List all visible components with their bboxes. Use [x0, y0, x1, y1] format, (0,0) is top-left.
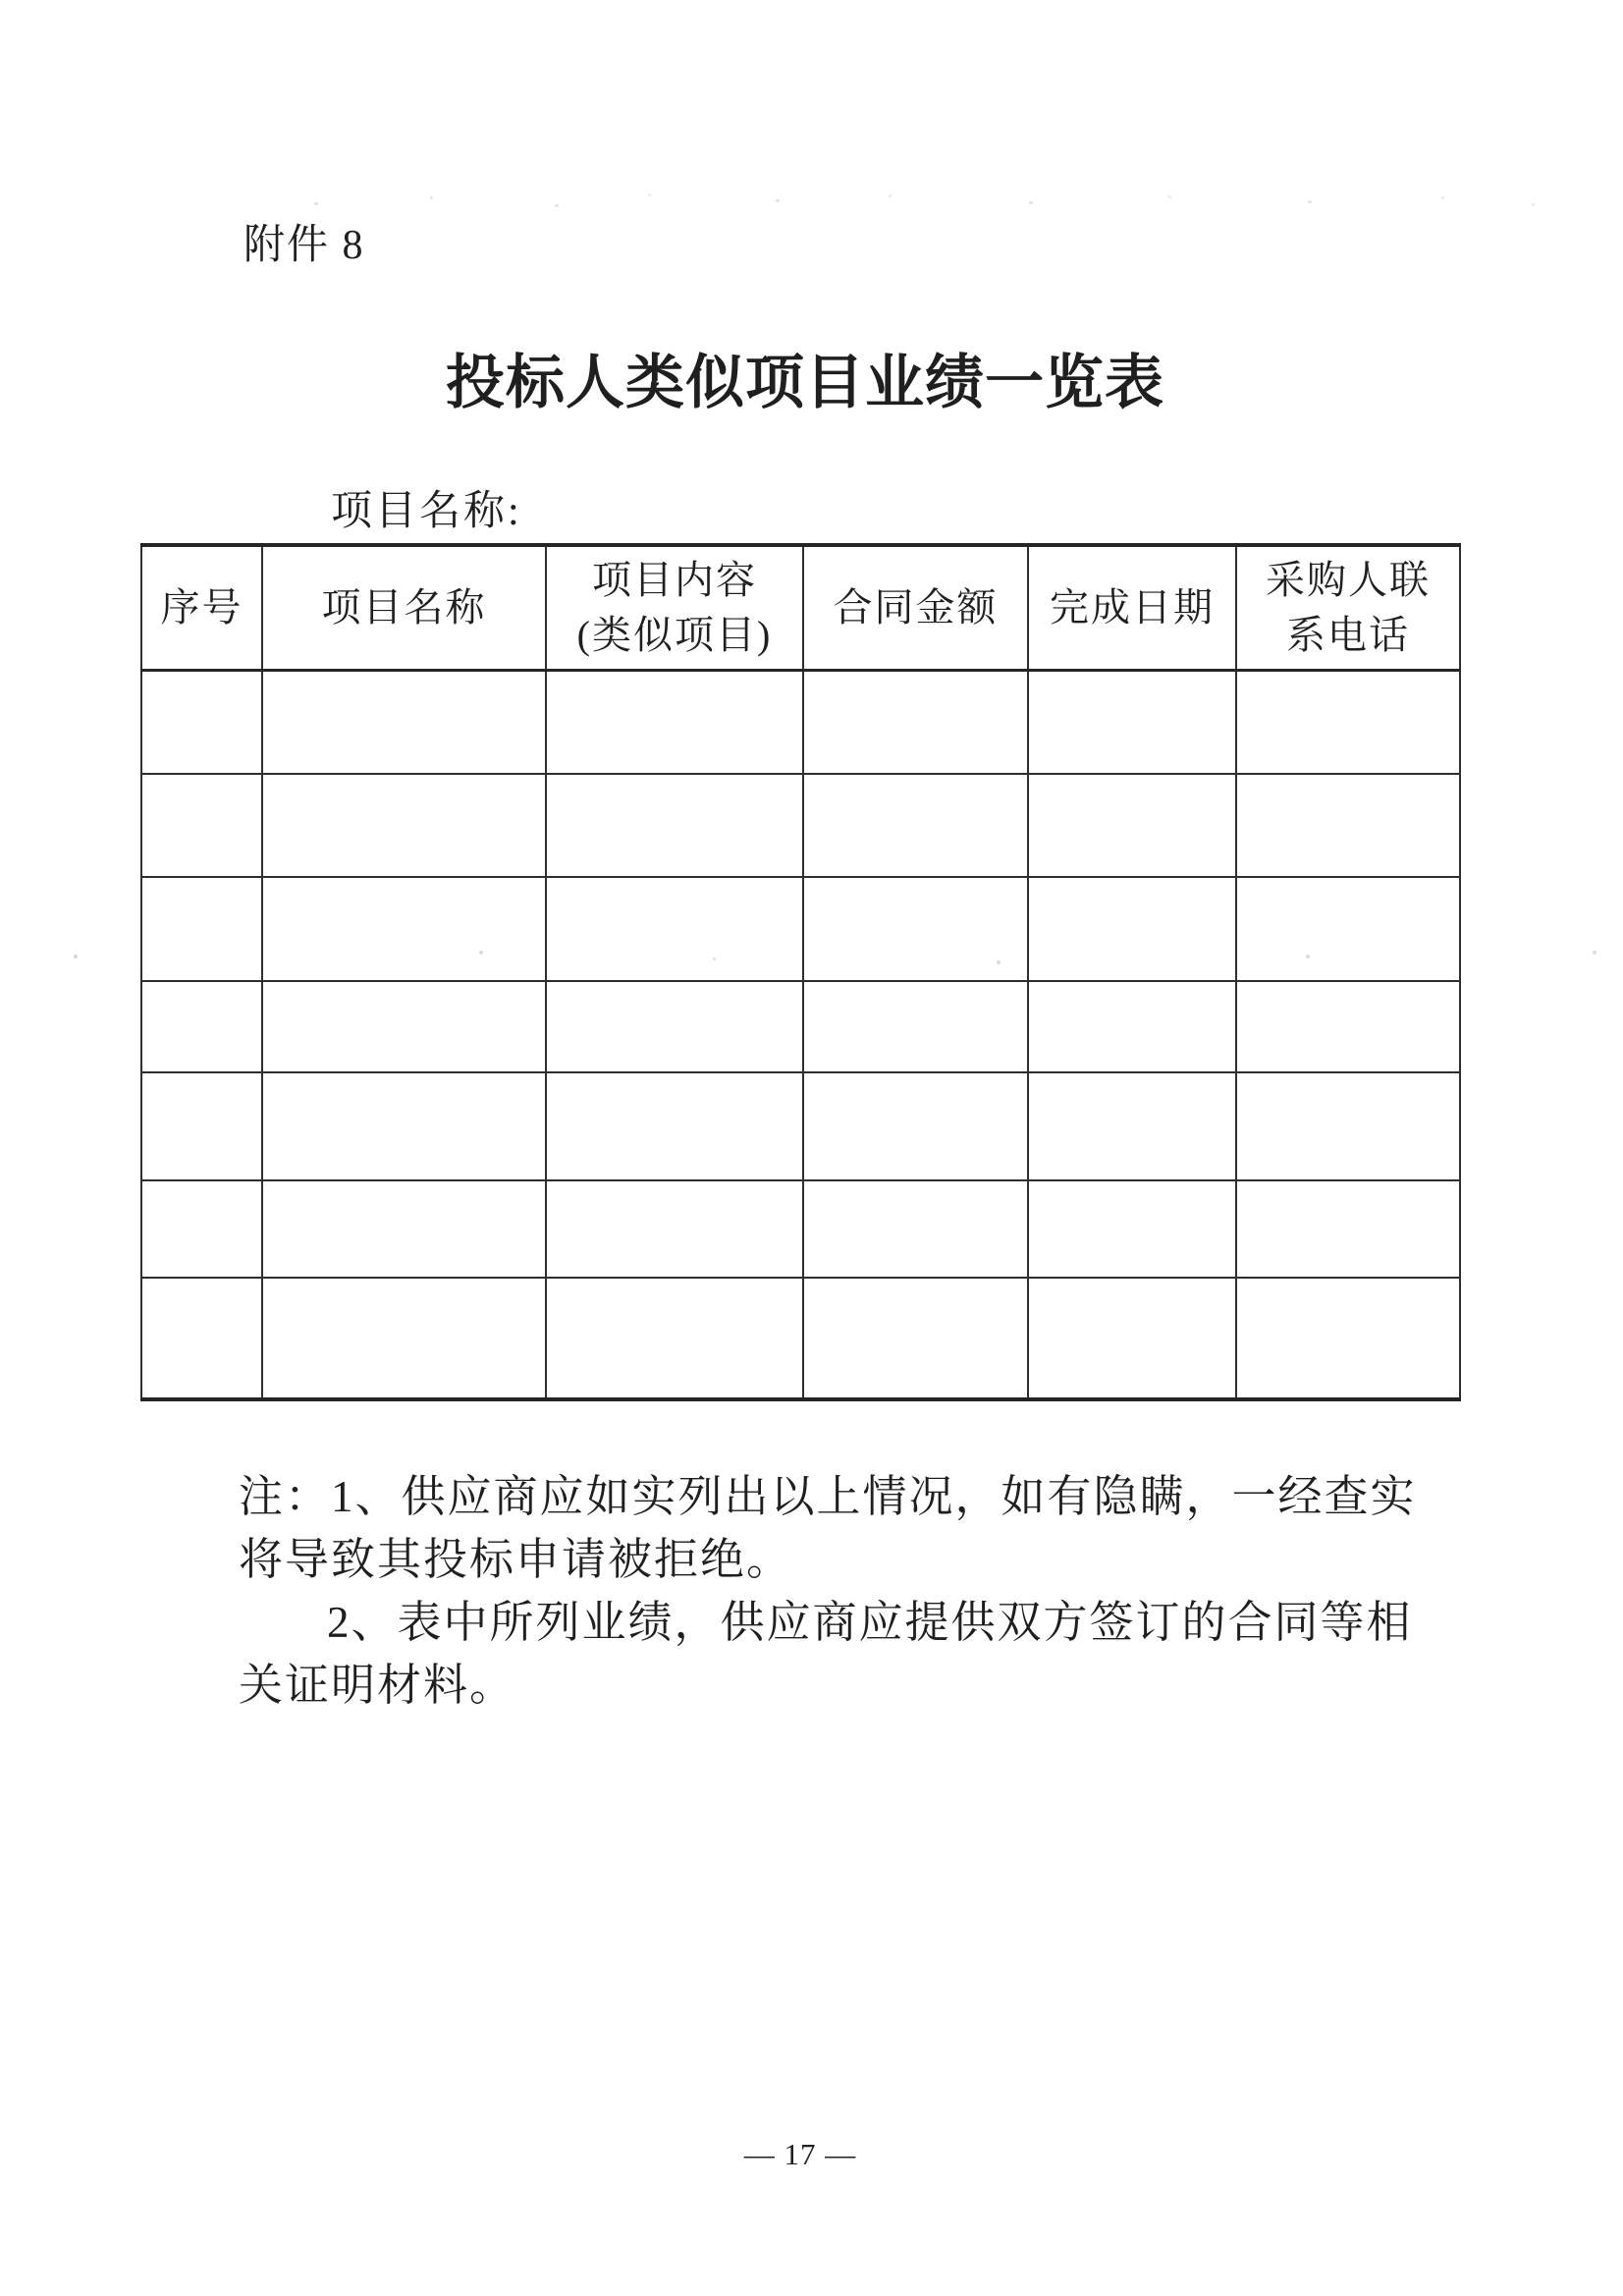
table-cell — [803, 877, 1028, 981]
table-row — [141, 1278, 1460, 1399]
page-title: 投标人类似项目业绩一览表 — [446, 351, 1164, 415]
table-cell — [803, 1180, 1028, 1278]
scan-speckle — [555, 204, 559, 207]
scan-speckle — [1593, 951, 1596, 955]
header-label: 采购人联 — [1266, 557, 1431, 602]
table-cell — [803, 981, 1028, 1072]
table-cell — [1028, 774, 1236, 877]
attachment-label: 附件 8 — [243, 223, 365, 268]
scan-speckle — [1441, 196, 1444, 199]
scan-speckle — [1168, 195, 1171, 198]
header-cell-purchaser-phone — [1236, 545, 1460, 670]
header-label: 项目内容 — [592, 557, 757, 602]
table-cell — [141, 1278, 262, 1399]
table-cell — [1236, 1278, 1460, 1399]
scan-speckle — [776, 199, 780, 202]
scan-speckle — [314, 202, 318, 205]
note-line-3: 2、表中所列业绩，供应商应提供双方签订的合同等相 — [327, 1598, 1413, 1647]
table-cell — [803, 774, 1028, 877]
table-cell — [546, 670, 803, 774]
table-cell — [546, 981, 803, 1072]
table-cell — [262, 1072, 546, 1180]
table-cell — [1236, 774, 1460, 877]
table-cell — [141, 877, 262, 981]
table-cell — [803, 670, 1028, 774]
table-cell — [1028, 1072, 1236, 1180]
table-row — [141, 670, 1460, 774]
table-cell — [262, 981, 546, 1072]
scan-speckle — [1308, 200, 1312, 203]
note-line-1: 注：1、供应商应如实列出以上情况，如有隐瞒，一经查实 — [239, 1472, 1417, 1521]
table-row — [141, 981, 1460, 1072]
header-label: (类似项目) — [576, 612, 773, 657]
table-cell — [262, 1180, 546, 1278]
table-body — [141, 670, 1460, 1399]
performance-table — [140, 543, 1461, 1401]
header-label: 项目名称 — [321, 584, 487, 629]
header-cell-contract-amount — [803, 545, 1028, 670]
table-cell — [141, 670, 262, 774]
header-label: 合同金额 — [833, 584, 999, 629]
table-cell — [546, 1072, 803, 1180]
table-cell — [141, 1072, 262, 1180]
notes — [239, 1465, 1446, 1717]
scan-speckle — [648, 193, 651, 196]
table-cell — [262, 877, 546, 981]
table-cell — [1236, 981, 1460, 1072]
header-cell-serial-number — [141, 545, 262, 670]
table-cell — [1236, 670, 1460, 774]
table-cell — [262, 1278, 546, 1399]
table-cell — [1028, 1278, 1236, 1399]
header-cell-completion-date — [1028, 545, 1236, 670]
table-cell — [1028, 670, 1236, 774]
table-cell — [1028, 981, 1236, 1072]
table-cell — [1236, 1072, 1460, 1180]
scan-speckle — [430, 196, 433, 199]
scan-speckle — [1532, 203, 1535, 206]
header-label: 序号 — [160, 584, 243, 629]
table-cell — [141, 1180, 262, 1278]
table-cell — [803, 1278, 1028, 1399]
table-cell — [803, 1072, 1028, 1180]
table-cell — [1028, 877, 1236, 981]
scan-speckle — [74, 955, 78, 958]
table-cell — [262, 774, 546, 877]
scan-speckle — [889, 194, 892, 197]
table-cell — [546, 1278, 803, 1399]
header-label: 完成日期 — [1050, 584, 1215, 629]
header-cell-project-content — [546, 545, 803, 670]
table-cell — [262, 670, 546, 774]
header-cell-project-name — [262, 545, 546, 670]
table-cell — [141, 774, 262, 877]
table-cell — [1236, 1180, 1460, 1278]
page-number: — 17 — — [743, 2137, 857, 2171]
table-cell — [546, 774, 803, 877]
table-cell — [1236, 877, 1460, 981]
table-row — [141, 1180, 1460, 1278]
table-cell — [546, 1180, 803, 1278]
table-header-row — [141, 545, 1460, 670]
table-row — [141, 877, 1460, 981]
note-line-4: 关证明材料。 — [239, 1661, 516, 1710]
project-name-label: 项目名称: — [331, 489, 522, 534]
note-line-2: 将导致其投标申请被拒绝。 — [239, 1535, 793, 1584]
table-cell — [546, 877, 803, 981]
table-row — [141, 774, 1460, 877]
header-label: 系电话 — [1286, 612, 1410, 657]
table-cell — [1028, 1180, 1236, 1278]
table-cell — [141, 981, 262, 1072]
table-row — [141, 1072, 1460, 1180]
scan-speckle — [1029, 201, 1033, 204]
